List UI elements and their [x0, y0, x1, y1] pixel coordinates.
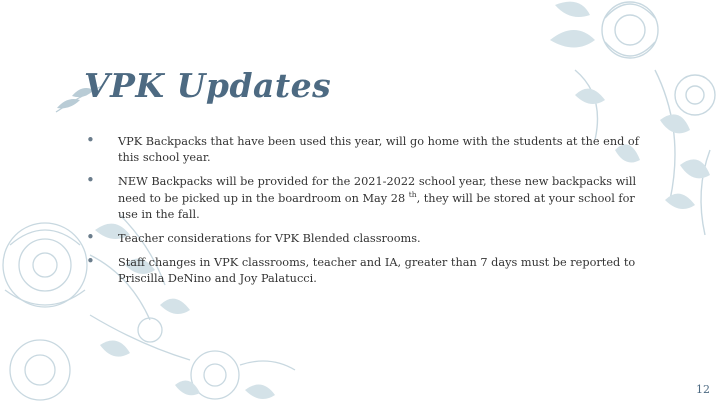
bullet-icon: •: [86, 228, 95, 247]
page-number: 12: [696, 383, 710, 396]
bullet-item: [84, 252, 644, 287]
bullet-item: [84, 171, 644, 223]
slide-title: VPK Updates: [84, 66, 332, 105]
ordinal-suffix: th: [408, 189, 417, 199]
bullet-item: [84, 228, 644, 247]
bullet-text: Staff changes in VPK classrooms, teacher and IA, greater than 7 days must be reported to Priscilla DeNino and Joy Palatucci.: [118, 256, 636, 286]
bullet-icon: •: [86, 252, 95, 271]
bullet-list: [84, 131, 644, 296]
bullet-icon: •: [86, 171, 95, 190]
bullet-item: [84, 131, 644, 166]
bullet-text: NEW Backpacks will be provided for the 2021-2022 school year, these new backpacks will need to be picked up in the boardroom on May 28: [118, 175, 637, 205]
bullet-icon: •: [86, 131, 95, 149]
bullet-text: Teacher considerations for VPK Blended classrooms.: [118, 232, 421, 246]
bullet-text-continued: , they will be stored at your school for use in the fall.: [118, 191, 635, 221]
bullet-text: VPK Backpacks that have been used this year, will go home with the students at the end of this school year.: [118, 135, 639, 165]
